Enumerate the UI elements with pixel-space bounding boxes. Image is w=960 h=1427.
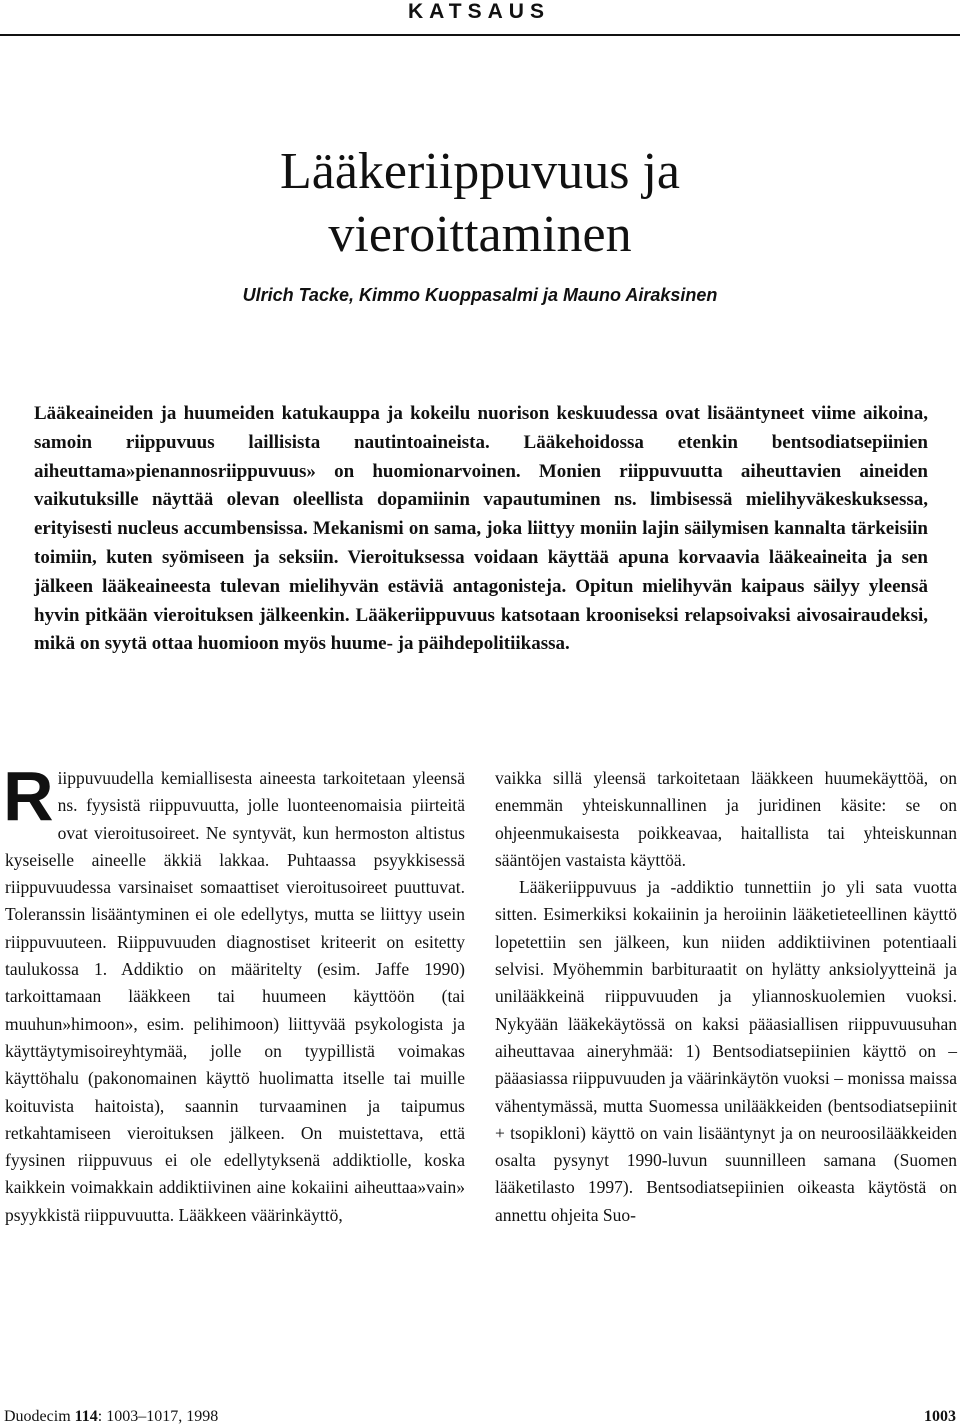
journal-volume: 114 [74,1408,98,1425]
journal-name: Duodecim [4,1408,71,1425]
header-rule [0,34,960,36]
article-authors: Ulrich Tacke, Kimmo Kuoppasalmi ja Mauno Airaksinen [242,285,718,305]
title-line-2: vieroittaminen [328,206,632,263]
article-abstract: Lääkeaineiden ja huumeiden katukauppa ja kokeilu nuorison keskuudessa ovat lisääntyneet viime aikoina, samoin riippuvuus laillisista nautintoaineista. Lääkehoidossa etenkin bentsodiatsepiinien aiheuttama»pienannosriippuvuus» on huomionarvoinen. Monien riippuvuutta aiheuttavien aineiden vaikutuksille näyttää olevan oleellista dopamiinin vapautuminen ns. limbisessä mielihyväkeskuksessa, erityisesti nucleus accumbensissa. Mekanismi on sama, joka liittyy moniin lajin säilymisen kannalta tärkeisiin toimiin, kuten syömiseen ja seksiin. Vieroituksessa voidaan käyttää apuna korvaavia lääkeaineita ja sen jälkeen lääkeaineesta tulevan mielihyvän estäviä antagonisteja. Opitun mielihyvän kaipaus säilyy yleensä hyvin pitkään vieroituksen jälkeenkin. Lääkeriippuvuus katsotaan krooniseksi relapsoivaksi aivosairaudeksi, mikä on syytä ottaa huomioon myös huume- ja päihdepolitiikassa. [34,403,928,655]
section-label: KATSAUS [408,0,550,23]
journal-pages: : 1003–1017, 1998 [97,1408,219,1425]
body-left-text: iippuvuudella kemiallisesta aineesta tarkoitetaan yleensä ns. fyysistä riippuvuutta, jolle luonteenomaisia piirteitä ovat vieroitusoireet. Ne syntyvät, kun hermoston altistus kyseiselle aineelle äkkiä lakkaa. Puhtaassa psyykkisessä riippuvuudessa varsinaiset somaattiset vieroitusoireet puuttuvat. Toleranssin lisääntyminen ei ole edellytys, mutta se liittyy usein riippuvuuteen. Riippuvuuden diagnostiset kriteerit on esitetty taulukossa 1. Addiktio on määritelty (esim. Jaffe 1990) tarkoittamaan lääkkeen tai huumeen käyttöön (tai muuhun»himoon», esim. pelihimoon) liittyvää psykologista ja käyttäytymisoireyhtymää, jolle on tyypillistä voimakas käyttöhalu (pakonomainen käyttö huolimatta itselle tai muille koituvista haitoista), saannin turvaaminen ja taipumus retkahtamiseen vieroituksen jälkeen. On muistettava, että fyysinen riippuvuus ei ole edellytyksenä addiktiolle, koska kaikkein voimakkain addiktiivinen aine kokaiini aiheuttaa»vain» psyykkistä riippuvuutta. Lääkkeen väärinkäyttö, [5,768,465,1225]
body-paragraph: Lääkeriippuvuus ja -addiktio tunnettiin jo yli sata vuotta sitten. Esimerkiksi kokaiinin ja heroiinin lääketieteellinen käyttö lopetettiin sen jälkeen, kun niiden addiktiivinen potentiaali selvisi. Myöhemmin barbituraatit on hylätty anksiolyytteinä ja unilääkkeinä riippuvuuden ja yliannoskuolemien vuoksi. Nykyään lääkekäytössä on kaksi pääasiallisen riippuvuusuhan aiheuttavaa aineryhmää: 1) Bentsodiatsepiinien käyttö on – pääasiassa riippuvuuden ja väärinkäytön vuoksi – monissa maissa vähentymässä, mutta Suomessa unilääkkeiden (bentsodiatsepiinit + tsopikloni) käyttö on vain lisääntynyt ja on neuroosilääkkeiden osalta pysynyt 1990-luvun suunnilleen samana (Suomen lääketilasto 1997). Bentsodiatsepiinien oikeasta käytöstä on annettu ohjeita Suo- [495,877,957,1225]
article-title [0,140,960,266]
body-paragraph [3,757,465,1229]
body-column-right [495,765,957,1229]
body-paragraph: vaikka sillä yleensä tarkoitetaan lääkkeen huumekäyttöä, on enemmän yhteiskunnallinen ja juridinen käsite: se on ohjeenmukaisesta poikkeavaa, haitallista tai yhteiskunnan sääntöjen vastaista käyttöä. [495,768,957,870]
title-line-1: Lääkeriippuvuus ja [280,143,680,200]
body-column-left [3,757,465,1229]
drop-cap: R [3,757,54,835]
journal-citation [4,1408,218,1426]
page-number: 1003 [924,1408,956,1425]
